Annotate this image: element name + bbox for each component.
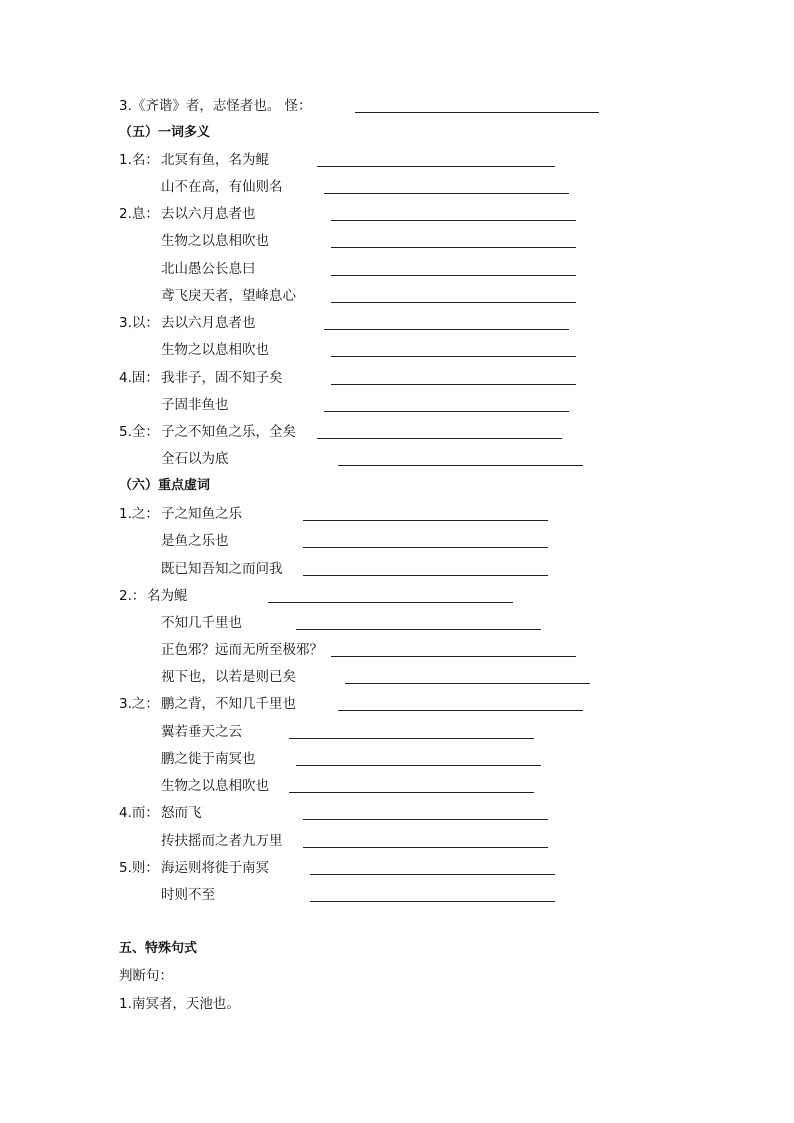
polysemy-example: 我非子，固不知子矣 bbox=[161, 370, 283, 386]
polysemy-label: 3.以： bbox=[119, 315, 159, 331]
answer-blank[interactable] bbox=[310, 874, 555, 875]
answer-blank[interactable] bbox=[331, 220, 576, 221]
answer-blank[interactable] bbox=[268, 602, 513, 603]
answer-blank[interactable] bbox=[331, 656, 576, 657]
function-word-example: 海运则将徙于南冥 bbox=[161, 860, 269, 876]
polysemy-example: 子固非鱼也 bbox=[161, 397, 229, 413]
section-polysemy-title: （五）一词多义 bbox=[119, 125, 211, 140]
answer-blank[interactable] bbox=[303, 547, 548, 548]
answer-blank[interactable] bbox=[324, 411, 569, 412]
function-word-example: 子之知鱼之乐 bbox=[161, 506, 242, 522]
answer-blank[interactable] bbox=[324, 193, 569, 194]
function-word-label: 3.之： bbox=[119, 696, 159, 712]
polysemy-example: 北冥有鱼，名为鲲 bbox=[161, 152, 269, 168]
answer-blank[interactable] bbox=[331, 356, 576, 357]
answer-blank[interactable] bbox=[303, 819, 548, 820]
polysemy-example: 去以六月息者也 bbox=[161, 315, 256, 331]
polysemy-label: 2.息： bbox=[119, 206, 159, 222]
answer-blank[interactable] bbox=[331, 275, 576, 276]
function-word-label: 1.之： bbox=[119, 506, 159, 522]
answer-blank[interactable] bbox=[303, 847, 548, 848]
section-function-words-title: （六）重点虚词 bbox=[119, 478, 211, 493]
polysemy-example: 去以六月息者也 bbox=[161, 206, 256, 222]
function-word-example: 抟扶摇而之者九万里 bbox=[161, 833, 283, 849]
function-word-label: 4.而： bbox=[119, 805, 159, 821]
function-word-example: 生物之以息相吹也 bbox=[161, 778, 269, 794]
function-word-example: 正色邪？远而无所至极邪？ bbox=[161, 642, 323, 658]
function-word-example: 鹏之背，不知几千里也 bbox=[161, 696, 296, 712]
function-word-example: 鹏之徙于南冥也 bbox=[161, 751, 256, 767]
function-word-example: 视下也，以若是则已矣 bbox=[161, 669, 296, 685]
answer-blank[interactable] bbox=[317, 166, 555, 167]
polysemy-example: 山不在高，有仙则名 bbox=[161, 179, 283, 195]
answer-blank[interactable] bbox=[317, 438, 562, 439]
answer-blank[interactable] bbox=[345, 683, 590, 684]
special-sentence-item: 1.南冥者，天池也。 bbox=[119, 996, 240, 1012]
function-word-example: 怒而飞 bbox=[161, 805, 202, 821]
polysemy-label: 4.固： bbox=[119, 370, 159, 386]
polysemy-label: 5.全： bbox=[119, 424, 159, 440]
function-word-example: 翼若垂天之云 bbox=[161, 724, 242, 740]
polysemy-example: 生物之以息相吹也 bbox=[161, 342, 269, 358]
polysemy-example: 鸢飞戾天者，望峰息心 bbox=[161, 288, 296, 304]
function-word-example: 时则不至 bbox=[161, 887, 215, 903]
polysemy-example: 全石以为底 bbox=[161, 451, 229, 467]
function-word-label: 5.则： bbox=[119, 860, 159, 876]
answer-blank[interactable] bbox=[296, 765, 541, 766]
special-subtitle: 判断句： bbox=[119, 968, 173, 984]
polysemy-example: 生物之以息相吹也 bbox=[161, 233, 269, 249]
answer-blank[interactable] bbox=[338, 465, 583, 466]
answer-blank[interactable] bbox=[296, 629, 541, 630]
section-special-title: 五、特殊句式 bbox=[119, 941, 198, 956]
answer-blank[interactable] bbox=[310, 901, 555, 902]
answer-blank[interactable] bbox=[355, 112, 599, 113]
answer-blank[interactable] bbox=[331, 302, 576, 303]
answer-blank[interactable] bbox=[331, 384, 576, 385]
polysemy-example: 子之不知鱼之乐，全矣 bbox=[161, 424, 296, 440]
function-word-example: 不知几千里也 bbox=[161, 615, 242, 631]
answer-blank[interactable] bbox=[289, 738, 534, 739]
answer-blank[interactable] bbox=[324, 329, 569, 330]
polysemy-example: 北山愚公长息曰 bbox=[161, 261, 256, 277]
answer-blank[interactable] bbox=[289, 792, 534, 793]
intro-line: 3.《齐谐》者，志怪者也。 怪： bbox=[119, 98, 312, 114]
answer-blank[interactable] bbox=[331, 247, 576, 248]
function-word-label: 2.： bbox=[119, 588, 146, 604]
answer-blank[interactable] bbox=[303, 520, 548, 521]
answer-blank[interactable] bbox=[338, 710, 583, 711]
function-word-example: 既已知吾知之而问我 bbox=[161, 561, 283, 577]
function-word-example: 名为鲲 bbox=[147, 588, 188, 604]
function-word-example: 是鱼之乐也 bbox=[161, 533, 229, 549]
polysemy-label: 1.名： bbox=[119, 152, 159, 168]
answer-blank[interactable] bbox=[303, 575, 548, 576]
